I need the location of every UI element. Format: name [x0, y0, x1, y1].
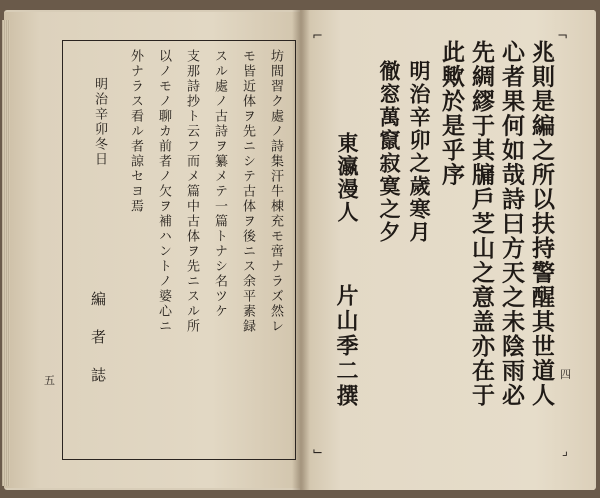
preface-column: 心者果何如哉詩曰方天之未陰雨必 — [498, 40, 525, 408]
left-text-column: 以ノモノ聊カ前者ノ欠ヲ補ハントノ婆心ニ — [156, 49, 171, 334]
left-text-frame — [62, 40, 296, 460]
preface-date-column: 徹窓萬竄寂寞之夕 — [377, 60, 402, 244]
preface-column: 此歟於是乎序 — [438, 40, 465, 187]
preface-column: 兆則是編之所以扶持警醒其世道人 — [528, 40, 555, 408]
corner-ornament-icon: ⌐ — [312, 29, 323, 44]
left-text-column: 外ナラス看ル者諒セヨ焉 — [128, 49, 143, 214]
corner-ornament-icon: ⌟ — [561, 444, 568, 459]
preface-column: 先綢繆于其牖戶芝山之意盖亦在于 — [468, 40, 495, 408]
left-text-column: 坊間習ク處ノ詩集汗牛棟充モ啻ナラズ然レ — [268, 49, 283, 334]
corner-ornament-icon: ⌙ — [312, 444, 323, 459]
right-text-frame — [312, 29, 568, 459]
right-folio-number: 四 — [560, 368, 571, 381]
author-place: 東瀛漫人 — [335, 132, 360, 224]
left-text-column: 支那詩抄ト云フ而メ篇中古体ヲ先ニスル所 — [184, 49, 199, 334]
left-signature: 編 者 誌 — [89, 291, 107, 386]
page-edges — [2, 20, 10, 486]
author-name: 片山季二撰 — [333, 284, 359, 409]
corner-ornament-icon: ¬ — [557, 29, 568, 44]
left-date-column: 明治辛卯冬日 — [92, 77, 107, 167]
preface-date-column: 明治辛卯之歲寒月 — [407, 60, 432, 244]
left-folio-number: 五 — [44, 374, 55, 387]
left-text-column: スル處ノ古詩ヲ纂メテ一篇トナシ名ツケ — [212, 49, 227, 319]
left-text-column: モ皆近体ヲ先ニシテ古体ヲ後ニス余平素録 — [240, 49, 255, 334]
